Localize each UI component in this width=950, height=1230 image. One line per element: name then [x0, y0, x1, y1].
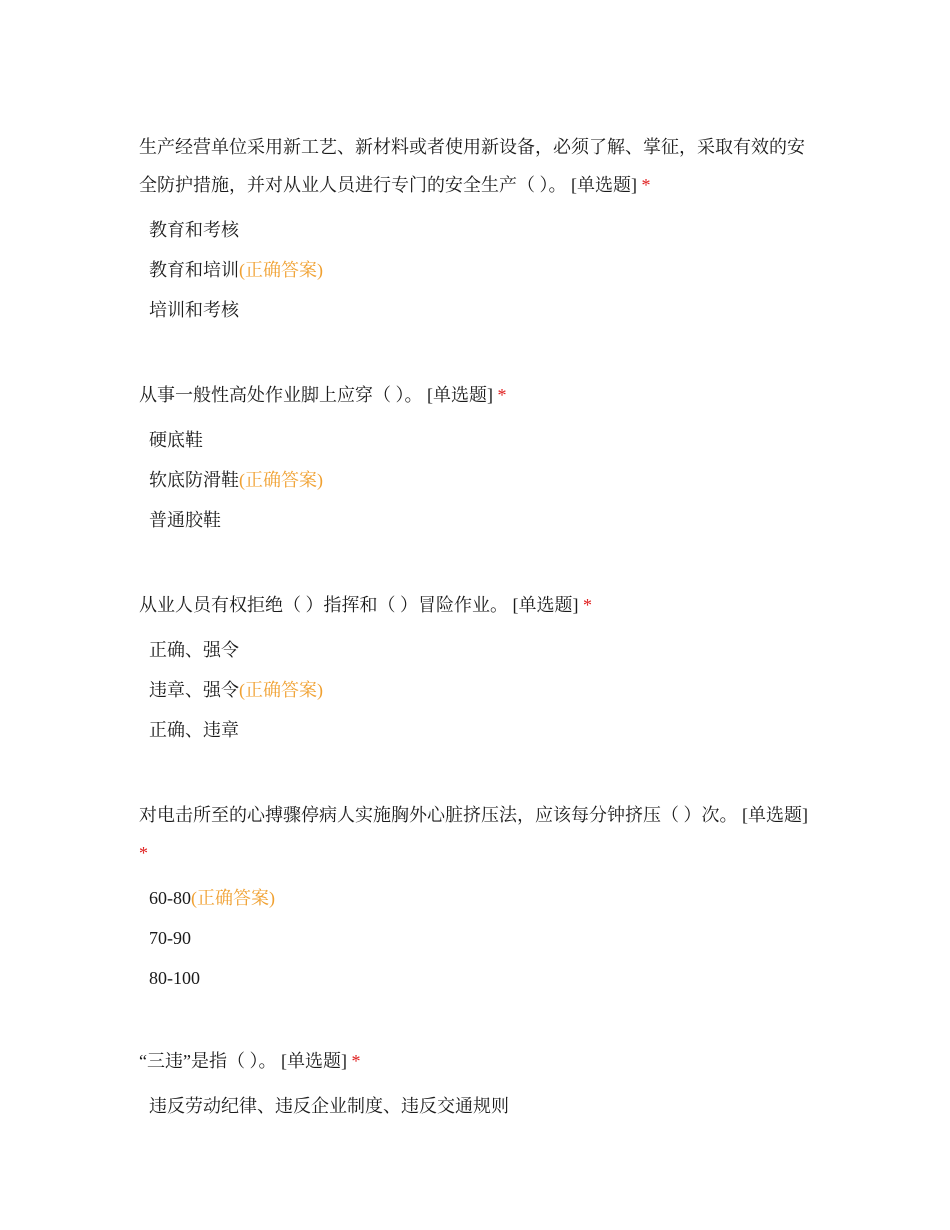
question-5: [139, 1042, 819, 1126]
question-text: [139, 796, 819, 872]
option-label: 软底防滑鞋: [149, 470, 239, 490]
question-type-label: [单选题]: [742, 805, 808, 825]
question-stem: “三违”是指（ ）。: [139, 1051, 277, 1071]
question-text: [139, 586, 819, 624]
option-label: 教育和考核: [149, 220, 239, 240]
required-asterisk: *: [139, 843, 148, 863]
question-stem: 从事一般性高处作业脚上应穿（ ）。: [139, 385, 423, 405]
question-4: [139, 796, 819, 998]
question-type-label: [单选题]: [427, 385, 493, 405]
option-list: [139, 878, 819, 998]
option-label: 违章、强令: [149, 680, 239, 700]
required-asterisk: *: [583, 595, 592, 615]
option-item[interactable]: [139, 958, 819, 998]
option-label: 硬底鞋: [149, 430, 203, 450]
question-stem: 对电击所至的心搏骤停病人实施胸外心脏挤压法，应该每分钟挤压（ ）次。: [139, 805, 738, 825]
correct-answer-tag: (正确答案): [239, 680, 323, 700]
option-item[interactable]: [139, 420, 819, 460]
option-label: 正确、违章: [149, 720, 239, 740]
question-text: [139, 1042, 819, 1080]
required-asterisk: *: [351, 1051, 361, 1071]
option-label: 70-90: [149, 928, 191, 948]
option-list: [139, 420, 819, 540]
correct-answer-tag: (正确答案): [191, 888, 275, 908]
option-label: 培训和考核: [149, 300, 239, 320]
option-list: [139, 210, 819, 330]
option-item[interactable]: [139, 460, 819, 500]
option-item[interactable]: [139, 670, 819, 710]
option-label: 正确、强令: [149, 640, 239, 660]
option-item[interactable]: [139, 250, 819, 290]
survey-page: [139, 128, 819, 1176]
option-label: 60-80: [149, 888, 191, 908]
correct-answer-tag: (正确答案): [239, 260, 323, 280]
question-1: [139, 128, 819, 330]
option-list: [139, 1086, 819, 1126]
question-type-label: [单选题]: [512, 595, 579, 615]
question-text: [139, 128, 819, 204]
question-stem: 生产经营单位采用新工艺、新材料或者使用新设备，必须了解、掌征，采取有效的安全防护措施，并对从业人员进行专门的安全生产（ ）。: [139, 137, 805, 195]
question-stem: 从业人员有权拒绝（ ）指挥和（ ）冒险作业。: [139, 595, 508, 615]
required-asterisk: *: [497, 385, 507, 405]
option-item[interactable]: [139, 918, 819, 958]
question-type-label: [单选题]: [280, 1051, 347, 1071]
question-text: [139, 376, 819, 414]
question-type-label: [单选题]: [571, 175, 637, 195]
option-item[interactable]: [139, 290, 819, 330]
option-item[interactable]: [139, 1086, 819, 1126]
option-label: 违反劳动纪律、违反企业制度、违反交通规则: [149, 1096, 509, 1116]
option-label: 普通胶鞋: [149, 510, 221, 530]
question-3: [139, 586, 819, 750]
option-item[interactable]: [139, 878, 819, 918]
option-label: 教育和培训: [149, 260, 239, 280]
option-label: 80-100: [149, 968, 200, 988]
question-2: [139, 376, 819, 540]
option-item[interactable]: [139, 630, 819, 670]
option-item[interactable]: [139, 500, 819, 540]
option-item[interactable]: [139, 710, 819, 750]
required-asterisk: *: [641, 175, 651, 195]
option-list: [139, 630, 819, 750]
correct-answer-tag: (正确答案): [239, 470, 323, 490]
option-item[interactable]: [139, 210, 819, 250]
